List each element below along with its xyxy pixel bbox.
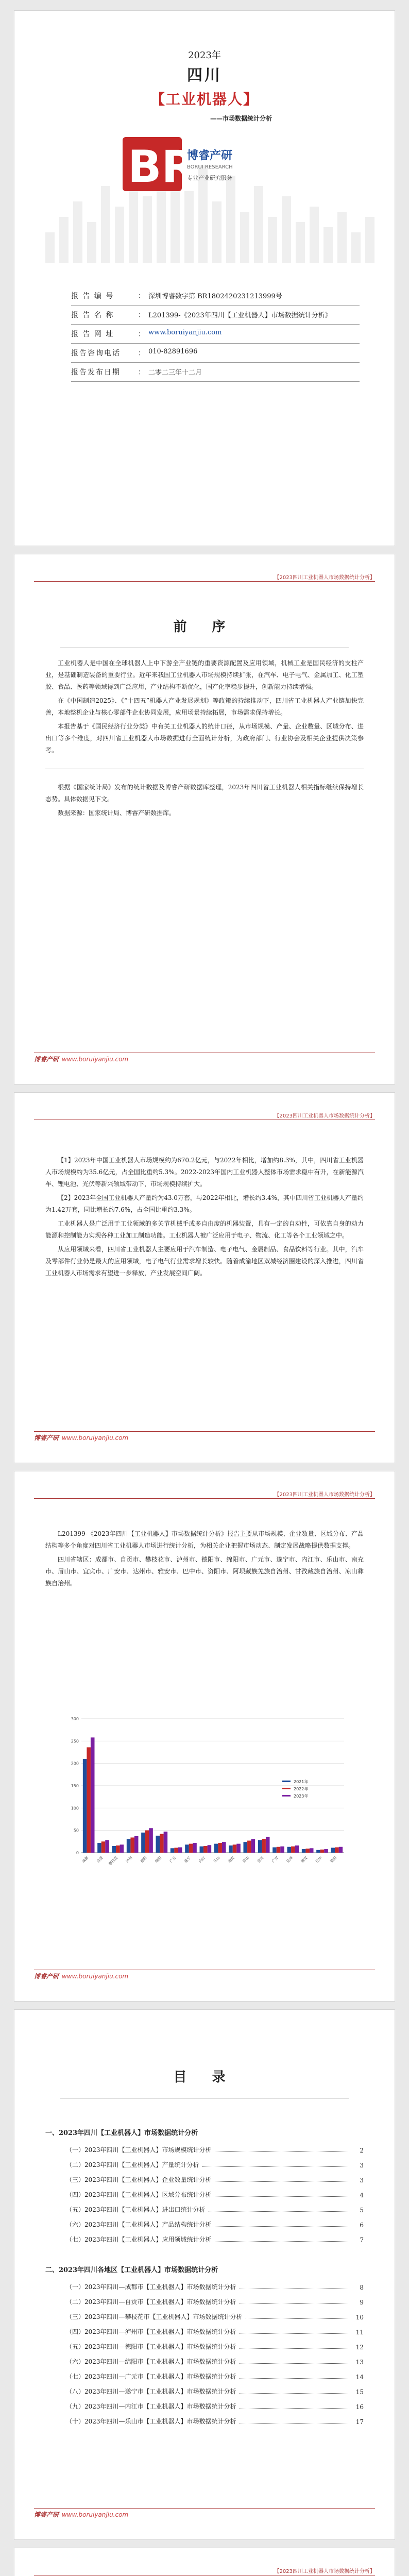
bar-2021年-巴中	[316, 1850, 320, 1853]
report-url-link[interactable]: www.boruiyanjiu.com	[148, 329, 222, 336]
bar-2022年-乐山	[218, 1843, 222, 1853]
legend-swatch	[282, 1788, 291, 1789]
x-tick-label: 广安	[271, 1855, 279, 1864]
bar-2021年-南充	[229, 1845, 233, 1853]
bar-2023年-资阳	[339, 1847, 343, 1853]
cover-decor-bar	[337, 212, 347, 263]
cover-subtitle: ——市场数据统计分析	[210, 115, 272, 122]
bar-2023年-泸州	[134, 1836, 139, 1853]
x-tick-label: 攀枝花	[108, 1855, 119, 1867]
region-bar-chart	[61, 1708, 349, 1884]
toc-entry[interactable]: （二）2023年四川【工业机器人】产量统计分析 3	[66, 2161, 364, 2169]
x-tick-label: 成都	[81, 1855, 90, 1864]
body-para: L201399-《2023年四川【工业机器人】市场数据统计分析》报告主要从市场规模、企业数量、区域分布、产品结构等多个角度对四川省工业机器人市场进行统计分析，为相关企业把握市场动态、制定发展战略提供数据支撑。	[45, 1530, 364, 1549]
x-tick-label: 资阳	[329, 1855, 338, 1864]
content-page	[14, 1471, 395, 2002]
cover-decor-bar	[45, 232, 55, 263]
cover-decor-bar	[365, 217, 374, 263]
y-tick-label: 50	[73, 1828, 79, 1833]
legend-swatch	[282, 1781, 291, 1782]
cover-decor-bar	[115, 207, 124, 263]
x-tick-label: 南充	[227, 1855, 235, 1864]
bar-2022年-资阳	[335, 1848, 339, 1853]
cover-decor-bar	[296, 222, 305, 263]
toc-entry[interactable]: （四）2023年四川【工业机器人】区域分布统计分析 4	[66, 2191, 364, 2199]
page-footer: 博睿产研 www.boruiyanjiu.com	[34, 1434, 129, 1442]
bar-2022年-广安	[277, 1847, 281, 1853]
cover-decor-bar	[73, 201, 82, 263]
bar-2023年-眉山	[251, 1839, 255, 1853]
x-tick-label: 泸州	[125, 1855, 133, 1864]
cover-year: 2023年	[188, 50, 221, 61]
bar-2021年-攀枝花	[112, 1846, 116, 1853]
bar-2023年-达州	[295, 1845, 299, 1853]
bar-2022年-眉山	[247, 1841, 251, 1853]
bar-2023年-内江	[208, 1845, 212, 1853]
y-tick-label: 100	[71, 1806, 79, 1811]
toc-entry[interactable]: （七）2023年四川—广元市【工业机器人】市场数据统计分析 14	[66, 2373, 364, 2381]
bar-2021年-绵阳	[156, 1836, 160, 1853]
cover-decor-bar	[212, 201, 221, 263]
toc-title: 目 录	[173, 2070, 236, 2085]
y-tick-label: 200	[71, 1761, 79, 1766]
meta-row: 报 告 网 址 ： www.boruiyanjiu.com	[71, 325, 360, 344]
legend-label: 2023年	[294, 1794, 309, 1799]
cover-decor-bar	[268, 217, 277, 263]
cover-region: 四川	[187, 66, 222, 84]
bar-2023年-德阳	[149, 1828, 153, 1853]
bar-2021年-资阳	[331, 1848, 335, 1853]
cover-decor-bar	[254, 186, 263, 263]
body-para: 四川省辖区：成都市、自贡市、攀枝花市、泸州市、德阳市、绵阳市、广元市、遂宁市、内江市、乐山市、南充市、眉山市、宜宾市、广安市、达州市、雅安市、巴中市、资阳市、阿坝藏族羌族自治州、甘孜藏族自治州、凉山彝族自治州。	[45, 1556, 364, 1587]
toc-page	[14, 2009, 395, 2540]
toc-section-heading[interactable]: 二、2023年四川各地区【工业机器人】市场数据统计分析	[45, 2266, 218, 2274]
bar-2022年-绵阳	[160, 1834, 164, 1853]
cover-decor-bar	[143, 196, 152, 263]
bar-2021年-内江	[200, 1846, 204, 1853]
bar-2022年-巴中	[320, 1850, 325, 1853]
page-footer: 博睿产研 www.boruiyanjiu.com	[34, 1973, 129, 1980]
x-tick-label: 德阳	[140, 1855, 148, 1864]
x-tick-label: 绵阳	[154, 1855, 163, 1864]
y-tick-label: 150	[71, 1784, 79, 1788]
bar-2023年-雅安	[310, 1848, 314, 1853]
bar-2022年-德阳	[145, 1831, 149, 1853]
bar-2021年-雅安	[302, 1849, 306, 1853]
legend-label: 2022年	[294, 1787, 309, 1791]
toc-entry[interactable]: （六）2023年四川【工业机器人】产品结构统计分析 6	[66, 2221, 364, 2229]
bar-2021年-眉山	[244, 1842, 248, 1853]
report-meta	[71, 286, 360, 382]
bar-2022年-达州	[291, 1846, 295, 1853]
bar-2021年-德阳	[141, 1833, 145, 1853]
bar-2023年-成都	[91, 1737, 95, 1853]
bar-2021年-广安	[272, 1848, 277, 1853]
preface-page	[14, 554, 395, 1084]
toc-entry[interactable]: （五）2023年四川【工业机器人】进出口统计分析 5	[66, 2206, 364, 2214]
bar-2021年-乐山	[214, 1844, 218, 1853]
page-header: 【2023四川工业机器人市场数据统计分析】	[274, 1113, 375, 1119]
bar-2022年-内江	[203, 1846, 208, 1853]
x-tick-label: 内江	[198, 1855, 207, 1864]
cover-decor-bar	[282, 196, 291, 263]
x-tick-label: 巴中	[315, 1855, 323, 1864]
page-footer: 博睿产研 www.boruiyanjiu.com	[34, 1056, 129, 1063]
bar-2023年-南充	[236, 1844, 241, 1853]
bar-2023年-自贡	[105, 1840, 109, 1853]
logo-letters: BR	[128, 141, 196, 193]
bar-2023年-宜宾	[266, 1837, 270, 1853]
bar-2022年-成都	[87, 1747, 91, 1853]
y-tick-label: 300	[71, 1717, 79, 1721]
meta-row: 报告咨询电话 ： 010-82891696	[71, 344, 360, 363]
body-para: 【2】2023年全国工业机器人产量约为43.0万套，与2022年相比，增长约3.4%，其中四川省工业机器人产量约为1.42万套，同比增长约7.6%，占全国比重约3.3%。	[45, 1194, 364, 1213]
bar-2023年-乐山	[222, 1842, 226, 1853]
toc-entry[interactable]: （三）2023年四川—攀枝花市【工业机器人】市场数据统计分析 10	[66, 2313, 364, 2321]
toc-entry[interactable]: （十）2023年四川—乐山市【工业机器人】市场数据统计分析 17	[66, 2418, 364, 2426]
bar-2023年-广元	[178, 1848, 182, 1853]
legend-swatch	[282, 1795, 291, 1797]
x-tick-label: 广元	[169, 1855, 177, 1864]
cover-decor-bar	[184, 191, 194, 263]
x-tick-label: 眉山	[242, 1855, 250, 1864]
logo-slogan: 专业产业研究服务	[187, 175, 232, 181]
content-page	[14, 1092, 395, 1463]
toc-entry[interactable]: （八）2023年四川—遂宁市【工业机器人】市场数据统计分析 15	[66, 2388, 364, 2396]
bar-2022年-宜宾	[262, 1839, 266, 1853]
bar-2021年-宜宾	[258, 1840, 262, 1853]
body-para: 工业机器人是广泛用于工业领域的多关节机械手或多自由度的机器装置，具有一定的自动性，可依靠自身的动力能源和控制能力实现各种工业加工制造功能。工业机器人被广泛应用于电子、物流、化工等各个工业领域之中。	[45, 1220, 364, 1239]
bar-2023年-攀枝花	[120, 1844, 124, 1853]
preface-para: 根据《国家统计局》发布的统计数据及博睿产研数据库整理，2023年四川省工业机器人相关指标继续保持增长态势。具体数据见下文。	[45, 784, 364, 803]
cover-decor-bar	[310, 207, 319, 263]
toc-section-heading[interactable]: 一、2023年四川【工业机器人】市场数据统计分析	[45, 2129, 198, 2137]
cover-topic: 【工业机器人】	[150, 91, 259, 108]
cover-decor-bar	[101, 186, 110, 263]
bar-2023年-绵阳	[164, 1832, 168, 1853]
toc-entry[interactable]: （一）2023年四川【工业机器人】市场规模统计分析 2	[66, 2146, 364, 2154]
page-header: 【2023四川工业机器人市场数据统计分析】	[274, 2569, 375, 2574]
toc-entry[interactable]: （五）2023年四川—德阳市【工业机器人】市场数据统计分析 12	[66, 2343, 364, 2351]
toc-entry[interactable]: （四）2023年四川—泸州市【工业机器人】市场数据统计分析 11	[66, 2328, 364, 2336]
bar-2022年-南充	[233, 1844, 237, 1853]
preface-para: 在《中国制造2025》、《“十四五”机器人产业发展规划》等政策的持续推动下，四川省工业机器人产业链加快完善，本地整机企业与核心零部件企业协同发展，应用场景持续拓展，市场需求保持增长。	[45, 697, 364, 716]
y-tick-label: 0	[76, 1851, 79, 1855]
cover-decor-bar	[59, 217, 69, 263]
bar-2022年-广元	[174, 1848, 178, 1853]
bar-2022年-泸州	[130, 1838, 134, 1853]
meta-row: 报告发布日期 ： 二零二三年十二月	[71, 363, 360, 382]
bar-2022年-遂宁	[189, 1844, 193, 1853]
bar-2023年-遂宁	[193, 1843, 197, 1853]
toc-entry[interactable]: （二）2023年四川—自贡市【工业机器人】市场数据统计分析 9	[66, 2298, 364, 2306]
preface-para: 本报告基于《国民经济行业分类》中有关工业机器人的统计口径，从市场规模、产量、企业数量、区域分布、进出口等多个维度，对四川省工业机器人市场数据进行全面统计分析，为政府部门、行业协会及相关企业提供决策参考。	[45, 723, 364, 754]
body-para: 【1】2023年中国工业机器人市场规模约为670.2亿元，与2022年相比，增加约8.3%，其中，四川省工业机器人市场规模约为35.6亿元，占全国比重约5.3%。2022-2023年国内工业机器人整体市场需求稳中有升，在新能源汽车、锂电池、光伏等新兴领域带动下，市场规模持续扩大。	[45, 1157, 364, 1188]
page-footer: 博睿产研 www.boruiyanjiu.com	[34, 2511, 129, 2518]
preface-note: 数据来源：国家统计局、博睿产研数据库。	[58, 809, 176, 817]
x-tick-label: 达州	[285, 1855, 294, 1864]
bar-2021年-泸州	[127, 1839, 131, 1853]
toc-entry[interactable]: （九）2023年四川—内江市【工业机器人】市场数据统计分析 16	[66, 2403, 364, 2411]
x-tick-label: 雅安	[300, 1855, 309, 1864]
y-tick-label: 250	[71, 1739, 79, 1744]
x-tick-label: 宜宾	[257, 1855, 265, 1864]
cover-page	[14, 10, 395, 546]
bar-2021年-遂宁	[185, 1844, 189, 1853]
toc-entry[interactable]: （七）2023年四川【工业机器人】应用领域统计分析 7	[66, 2236, 364, 2244]
cover-decor-bar	[240, 212, 249, 263]
page-header: 【2023四川工业机器人市场数据统计分析】	[274, 575, 375, 581]
bar-2023年-广安	[280, 1846, 284, 1853]
logo-name: 博睿产研	[187, 149, 233, 162]
x-tick-label: 自贡	[96, 1855, 104, 1864]
bar-2022年-雅安	[305, 1849, 310, 1853]
cover-decor-bar	[351, 232, 361, 263]
meta-row: 报 告 编 号 ： 深圳博睿数字第 BR1802420231213999号	[71, 286, 360, 306]
bar-2022年-自贡	[101, 1841, 106, 1853]
bar-2021年-成都	[83, 1759, 87, 1853]
cover-decor-bar	[87, 222, 96, 263]
preface-para: 工业机器人是中国在全球机器人上中下游全产业链的重要资源配置及应用领域，机械工业是国民经济的支柱产业，是基础制造装备的重要行业。近年来我国工业机器人市场规模持续扩张，在汽车、电子电气、金属加工、化工塑胶、食品、医药等领域得到广泛应用，产业结构不断优化，国产化率稳步提升，创新能力持续增强。	[45, 659, 364, 690]
bar-2021年-达州	[287, 1847, 292, 1853]
bar-2021年-广元	[171, 1848, 175, 1853]
borui-logo	[123, 134, 257, 196]
bar-2021年-自贡	[97, 1843, 101, 1853]
legend-label: 2021年	[294, 1780, 309, 1784]
meta-row: 报 告 名 称 ： L201399-《2023年四川【工业机器人】市场数据统计分析》	[71, 306, 360, 325]
toc-page	[14, 2548, 395, 2576]
bar-2023年-巴中	[324, 1849, 328, 1853]
page-header: 【2023四川工业机器人市场数据统计分析】	[274, 1492, 375, 1498]
logo-en: BORUI RESEARCH	[187, 164, 233, 170]
toc-entry[interactable]: （六）2023年四川—绵阳市【工业机器人】市场数据统计分析 13	[66, 2358, 364, 2366]
preface-title: 前 序	[173, 619, 236, 635]
cover-decor-bar	[323, 227, 333, 263]
x-tick-label: 乐山	[213, 1855, 221, 1864]
x-tick-label: 遂宁	[183, 1855, 192, 1864]
toc-entry[interactable]: （一）2023年四川—成都市【工业机器人】市场数据统计分析 8	[66, 2283, 364, 2291]
body-para: 从应用领域来看，四川省工业机器人主要应用于汽车制造、电子电气、金属制品、食品饮料等行业。其中，汽车及零部件行业仍是最大的应用领域，电子电气行业需求增长较快。随着成渝地区双城经济圈建设的深入推进，四川省工业机器人市场需求有望进一步释放，产业发展空间广阔。	[45, 1246, 364, 1277]
bar-2022年-攀枝花	[116, 1845, 120, 1853]
toc-entry[interactable]: （三）2023年四川【工业机器人】企业数量统计分析 3	[66, 2176, 364, 2184]
